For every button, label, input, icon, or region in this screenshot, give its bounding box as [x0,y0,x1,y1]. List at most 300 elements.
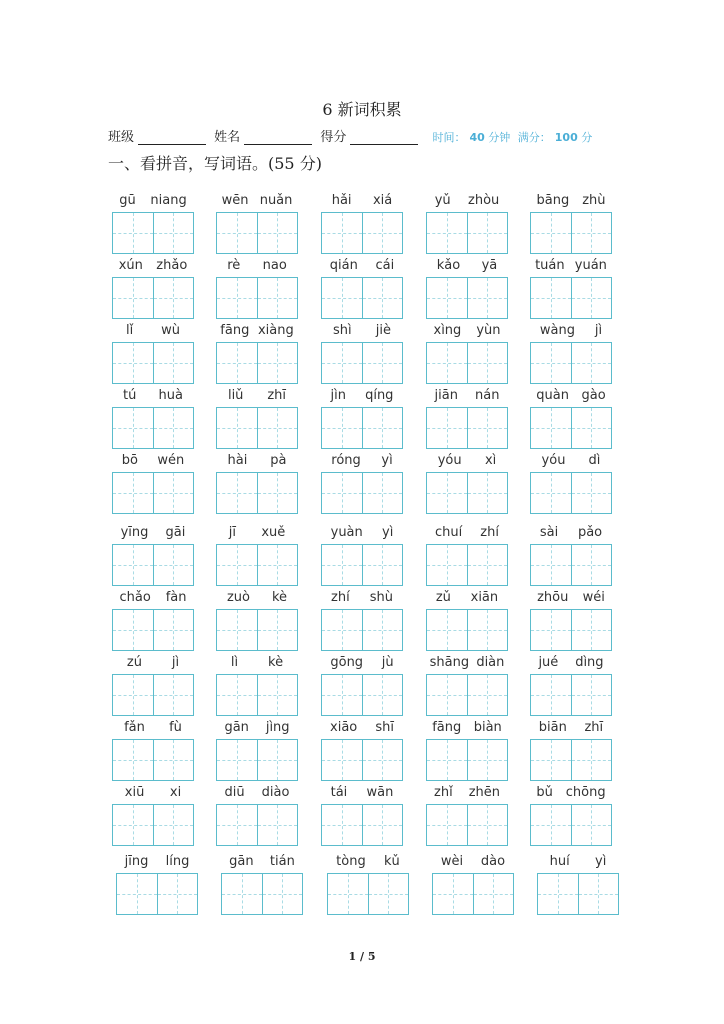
pinyin-syllable: xiū [124,785,145,800]
writing-box[interactable] [321,212,403,254]
writing-box[interactable] [216,609,298,651]
tianzige-cell[interactable] [153,740,194,780]
writing-box[interactable] [216,544,298,586]
pinyin-syllable: hǎi [331,193,352,208]
pinyin [426,192,508,210]
pinyin [112,387,194,405]
pinyin-syllable: zú [126,655,142,670]
pinyin-syllable: qián [329,258,358,273]
word-item [116,853,198,915]
pinyin-syllable: fù [169,720,182,735]
word-item [216,524,298,586]
tianzige-cell[interactable] [571,610,612,650]
tianzige-cell[interactable] [531,610,571,650]
exam-meta [432,131,596,144]
writing-box[interactable] [112,804,194,846]
tianzige-cell[interactable] [427,610,467,650]
writing-box[interactable] [530,212,612,254]
pinyin [321,654,403,672]
pinyin [530,192,612,210]
time-value: 40 [469,131,485,144]
tianzige-cell[interactable] [153,408,194,448]
tianzige-cell[interactable] [257,675,298,715]
writing-box[interactable] [216,739,298,781]
writing-box[interactable] [321,407,403,449]
writing-box[interactable] [321,804,403,846]
writing-box[interactable] [216,342,298,384]
word-item [216,589,298,651]
tianzige-cell[interactable] [427,343,467,383]
writing-box[interactable] [216,674,298,716]
tianzige-cell[interactable] [217,610,257,650]
pinyin-syllable: yì [382,525,394,540]
pinyin [216,387,298,405]
tianzige-cell[interactable] [571,545,612,585]
pinyin-syllable: rè [227,258,241,273]
tianzige-cell[interactable] [322,408,362,448]
tianzige-cell[interactable] [427,408,467,448]
writing-box[interactable] [530,674,612,716]
writing-box[interactable] [112,609,194,651]
tianzige-cell[interactable] [217,675,257,715]
tianzige-cell[interactable] [322,213,362,253]
pinyin-syllable: shī [375,720,394,735]
tianzige-cell[interactable] [217,805,257,845]
tianzige-cell[interactable] [362,278,403,318]
word-item [327,853,409,915]
tianzige-cell[interactable] [222,874,262,914]
tianzige-cell[interactable] [153,278,194,318]
pinyin [112,654,194,672]
tianzige-cell[interactable] [322,278,362,318]
tianzige-cell[interactable] [217,213,257,253]
tianzige-cell[interactable] [531,473,571,513]
pinyin [216,524,298,542]
pinyin [426,387,508,405]
writing-box[interactable] [321,342,403,384]
pinyin-syllable: yīng [120,525,149,540]
pinyin-syllable: wān [366,785,394,800]
pinyin [530,387,612,405]
tianzige-cell[interactable] [427,278,467,318]
tianzige-cell[interactable] [467,213,508,253]
tianzige-cell[interactable] [113,610,153,650]
pinyin-syllable: jiè [375,323,391,338]
pinyin-syllable: xiān [470,590,499,605]
tianzige-cell[interactable] [113,473,153,513]
writing-box[interactable] [112,739,194,781]
pinyin-syllable: zhōu [537,590,569,605]
tianzige-cell[interactable] [362,805,403,845]
word-item [112,322,194,384]
writing-box[interactable] [530,277,612,319]
tianzige-cell[interactable] [571,473,612,513]
tianzige-cell[interactable] [467,408,508,448]
pinyin-syllable: quàn [536,388,569,403]
tianzige-cell[interactable] [322,610,362,650]
full-score-unit: 分 [581,131,593,144]
tianzige-cell[interactable] [531,675,571,715]
writing-box[interactable] [426,212,508,254]
pinyin-syllable: chuí [435,525,463,540]
time-unit: 分钟 [488,131,511,144]
writing-box[interactable] [426,609,508,651]
tianzige-cell[interactable] [362,610,403,650]
word-item [216,719,298,781]
tianzige-cell[interactable] [217,343,257,383]
pinyin [426,589,508,607]
writing-box[interactable] [216,407,298,449]
pinyin-syllable: yùn [476,323,501,338]
writing-box[interactable] [112,277,194,319]
writing-box[interactable] [216,277,298,319]
tianzige-cell[interactable] [531,408,571,448]
tianzige-cell[interactable] [113,805,153,845]
pinyin-syllable: dào [480,854,506,869]
word-item [216,387,298,449]
word-item [321,589,403,651]
tianzige-cell[interactable] [467,545,508,585]
pinyin-syllable: fāng [432,720,462,735]
pinyin [426,452,508,470]
writing-box[interactable] [530,407,612,449]
pinyin-syllable: jī [228,525,236,540]
writing-box[interactable] [112,544,194,586]
writing-box[interactable] [426,407,508,449]
pinyin-syllable: zuò [226,590,250,605]
word-item [426,452,508,514]
tianzige-cell[interactable] [427,675,467,715]
tianzige-cell[interactable] [113,545,153,585]
tianzige-cell[interactable] [578,874,619,914]
tianzige-cell[interactable] [322,473,362,513]
pinyin-syllable: xuě [261,525,286,540]
writing-box[interactable] [537,873,619,915]
writing-box[interactable] [112,212,194,254]
writing-box[interactable] [530,609,612,651]
tianzige-cell[interactable] [322,805,362,845]
tianzige-cell[interactable] [362,545,403,585]
tianzige-cell[interactable] [257,610,298,650]
word-item [426,387,508,449]
tianzige-cell[interactable] [153,805,194,845]
pinyin [321,784,403,802]
pinyin-syllable: liǔ [227,388,244,403]
pinyin-syllable: bāng [536,193,570,208]
writing-box[interactable] [530,472,612,514]
tianzige-cell[interactable] [257,278,298,318]
tianzige-cell[interactable] [257,343,298,383]
pinyin [112,192,194,210]
pinyin-syllable: róng [331,453,361,468]
word-item [112,784,194,846]
pinyin-syllable: pà [270,453,287,468]
pinyin-syllable: xún [118,258,143,273]
writing-box[interactable] [112,407,194,449]
tianzige-cell[interactable] [467,740,508,780]
pinyin-syllable: jìng [265,720,290,735]
writing-box[interactable] [112,472,194,514]
tianzige-cell[interactable] [467,675,508,715]
tianzige-cell[interactable] [362,740,403,780]
pinyin [112,719,194,737]
score-label: 得分 [320,130,347,145]
tianzige-cell[interactable] [571,278,612,318]
pinyin-syllable: chǎo [119,590,151,605]
tianzige-cell[interactable] [467,610,508,650]
writing-box[interactable] [321,472,403,514]
pinyin-syllable: dìng [575,655,604,670]
pinyin-syllable: gào [581,388,606,403]
pinyin-syllable: wù [161,323,181,338]
writing-box[interactable] [321,739,403,781]
pinyin-syllable: wéi [582,590,605,605]
word-item [530,589,612,651]
word-item [432,853,514,915]
tianzige-cell[interactable] [153,545,194,585]
tianzige-cell[interactable] [322,675,362,715]
pinyin-syllable: yā [481,258,498,273]
writing-box[interactable] [327,873,409,915]
writing-box[interactable] [426,674,508,716]
tianzige-cell[interactable] [427,213,467,253]
tianzige-cell[interactable] [571,740,612,780]
tianzige-cell[interactable] [153,343,194,383]
tianzige-cell[interactable] [467,343,508,383]
tianzige-cell[interactable] [571,343,612,383]
tianzige-cell[interactable] [113,675,153,715]
pinyin-syllable: chōng [565,785,606,800]
word-item [216,322,298,384]
tianzige-cell[interactable] [113,213,153,253]
pinyin [221,853,303,871]
writing-box[interactable] [116,873,198,915]
tianzige-cell[interactable] [427,473,467,513]
pinyin-syllable: gāi [165,525,186,540]
tianzige-cell[interactable] [217,740,257,780]
pinyin-syllable: gōng [330,655,364,670]
pinyin [426,257,508,275]
tianzige-cell[interactable] [113,278,153,318]
tianzige-cell[interactable] [262,874,303,914]
tianzige-cell[interactable] [467,278,508,318]
writing-box[interactable] [221,873,303,915]
pinyin-syllable: zhù [582,193,606,208]
tianzige-cell[interactable] [257,473,298,513]
tianzige-cell[interactable] [473,874,514,914]
word-item [112,257,194,319]
writing-box[interactable] [321,544,403,586]
tianzige-cell[interactable] [328,874,368,914]
tianzige-cell[interactable] [322,545,362,585]
writing-box[interactable] [426,739,508,781]
writing-box[interactable] [112,674,194,716]
writing-box[interactable] [426,342,508,384]
pinyin [112,589,194,607]
tianzige-cell[interactable] [531,805,571,845]
pinyin-syllable: bǔ [536,785,553,800]
score-field[interactable] [350,132,418,145]
pinyin-syllable: biàn [473,720,502,735]
writing-box[interactable] [321,609,403,651]
tianzige-cell[interactable] [362,343,403,383]
tianzige-cell[interactable] [257,740,298,780]
pinyin-syllable: jīng [124,854,149,869]
tianzige-cell[interactable] [157,874,198,914]
name-field[interactable] [244,132,312,145]
word-item [426,589,508,651]
writing-box[interactable] [216,212,298,254]
pinyin-syllable: jué [538,655,559,670]
tianzige-cell[interactable] [113,740,153,780]
pinyin [216,784,298,802]
tianzige-cell[interactable] [322,740,362,780]
tianzige-cell[interactable] [531,278,571,318]
tianzige-cell[interactable] [362,213,403,253]
tianzige-cell[interactable] [257,408,298,448]
time-label: 时间： [432,131,466,144]
tianzige-cell[interactable] [571,805,612,845]
writing-box[interactable] [321,277,403,319]
pinyin [216,589,298,607]
writing-box[interactable] [426,277,508,319]
word-item [530,322,612,384]
writing-box[interactable] [530,739,612,781]
pinyin-syllable: yuán [574,258,607,273]
pinyin-syllable: líng [165,854,190,869]
tianzige-cell[interactable] [153,610,194,650]
pinyin [530,654,612,672]
pinyin-syllable: xiàng [257,323,294,338]
pinyin [321,192,403,210]
tianzige-cell[interactable] [571,213,612,253]
tianzige-cell[interactable] [153,213,194,253]
pinyin-syllable: wèi [440,854,464,869]
pinyin-syllable: shì [333,323,352,338]
pinyin-syllable: yǔ [434,193,451,208]
class-field[interactable] [138,132,206,145]
writing-box[interactable] [426,804,508,846]
tianzige-cell[interactable] [153,675,194,715]
tianzige-cell[interactable] [531,343,571,383]
pinyin-syllable: cái [375,258,395,273]
writing-box[interactable] [112,342,194,384]
pinyin [530,524,612,542]
pinyin-syllable: zhǎo [156,258,188,273]
pinyin-syllable: zhēn [468,785,500,800]
writing-box[interactable] [426,544,508,586]
word-item [216,452,298,514]
pinyin-syllable: gān [229,854,254,869]
pinyin-syllable: jìn [330,388,346,403]
tianzige-cell[interactable] [433,874,473,914]
tianzige-cell[interactable] [571,675,612,715]
tianzige-cell[interactable] [257,805,298,845]
pinyin-syllable: fàn [165,590,187,605]
pinyin-syllable: xi [169,785,182,800]
tianzige-cell[interactable] [257,545,298,585]
pinyin-syllable: fāng [220,323,250,338]
pinyin [321,589,403,607]
tianzige-cell[interactable] [368,874,409,914]
pinyin-syllable: nao [262,258,287,273]
tianzige-cell[interactable] [153,473,194,513]
pinyin-syllable: zhǐ [434,785,453,800]
tianzige-cell[interactable] [571,408,612,448]
writing-box[interactable] [530,544,612,586]
writing-box[interactable] [216,472,298,514]
pinyin [321,719,403,737]
tianzige-cell[interactable] [113,408,153,448]
name-label: 姓名 [214,130,241,145]
tianzige-cell[interactable] [113,343,153,383]
tianzige-cell[interactable] [217,408,257,448]
word-item [426,257,508,319]
pinyin [216,452,298,470]
pinyin [530,589,612,607]
word-item [530,524,612,586]
tianzige-cell[interactable] [531,213,571,253]
pinyin-syllable: yóu [541,453,566,468]
pinyin-syllable: yì [381,453,393,468]
pinyin [321,322,403,340]
tianzige-cell[interactable] [538,874,578,914]
tianzige-cell[interactable] [467,473,508,513]
tianzige-cell[interactable] [467,805,508,845]
tianzige-cell[interactable] [117,874,157,914]
tianzige-cell[interactable] [362,408,403,448]
tianzige-cell[interactable] [217,545,257,585]
word-item [112,719,194,781]
pinyin [112,784,194,802]
tianzige-cell[interactable] [531,740,571,780]
pinyin-syllable: zhòu [468,193,500,208]
pinyin-syllable: jiān [434,388,458,403]
word-item [321,452,403,514]
tianzige-cell[interactable] [362,675,403,715]
writing-box[interactable] [216,804,298,846]
pinyin-syllable: bō [121,453,138,468]
pinyin-syllable: sài [539,525,559,540]
pinyin [426,784,508,802]
word-item [216,654,298,716]
writing-box[interactable] [530,342,612,384]
word-item [112,589,194,651]
tianzige-cell[interactable] [217,473,257,513]
writing-box[interactable] [426,472,508,514]
tianzige-cell[interactable] [322,343,362,383]
pinyin-syllable: tuán [535,258,565,273]
writing-box[interactable] [432,873,514,915]
tianzige-cell[interactable] [257,213,298,253]
tianzige-cell[interactable] [362,473,403,513]
tianzige-cell[interactable] [427,740,467,780]
pinyin-syllable: kǔ [384,854,400,869]
word-item [221,853,303,915]
pinyin [112,524,194,542]
tianzige-cell[interactable] [427,545,467,585]
tianzige-cell[interactable] [531,545,571,585]
writing-box[interactable] [530,804,612,846]
word-item [321,719,403,781]
tianzige-cell[interactable] [427,805,467,845]
tianzige-cell[interactable] [217,278,257,318]
word-item [426,784,508,846]
pinyin-syllable: jì [594,323,603,338]
writing-box[interactable] [321,674,403,716]
pinyin-syllable: yì [595,854,607,869]
pinyin-syllable: tián [269,854,295,869]
